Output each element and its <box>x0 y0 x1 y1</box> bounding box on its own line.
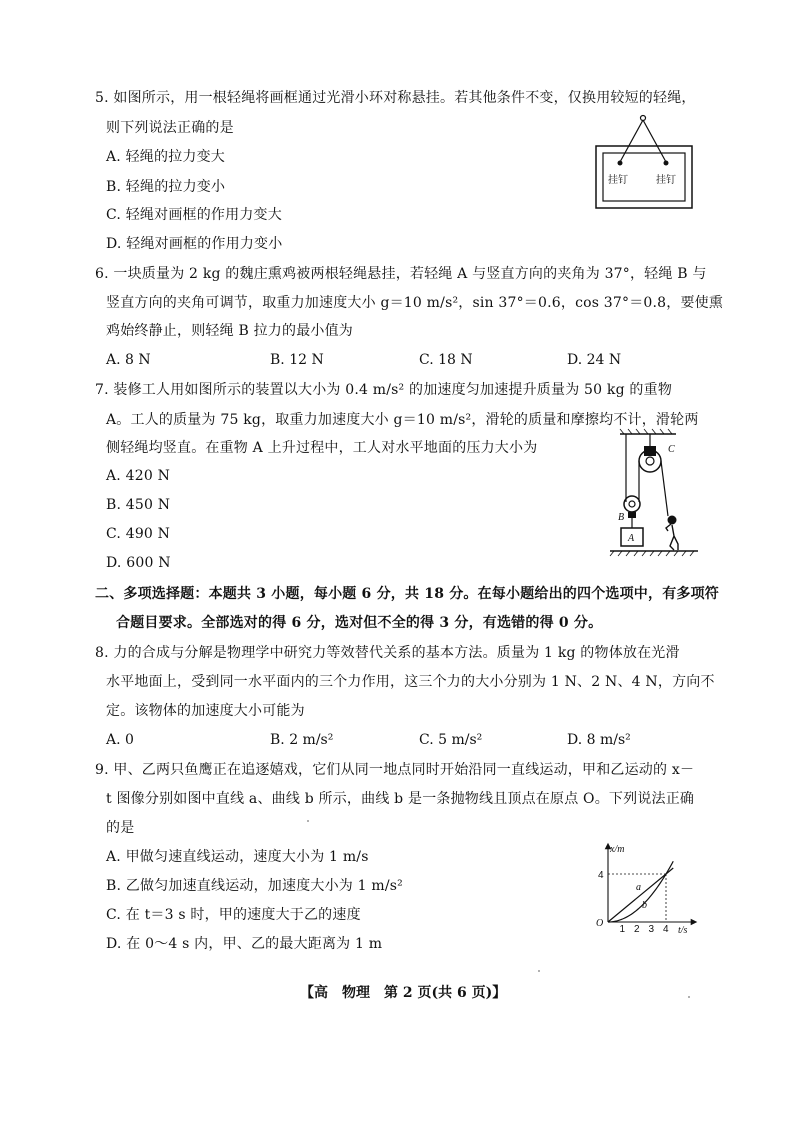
q7-pulley-figure <box>606 428 704 560</box>
nail-left <box>618 161 623 166</box>
label-a: A <box>628 533 635 544</box>
scan-speck <box>307 820 309 822</box>
q6-line-3: 鸡始终静止，则轻绳 B 拉力的最小值为 <box>106 323 353 339</box>
section2-line-1: 二、多项选择题：本题共 3 小题，每小题 6 分，共 18 分。在每小题给出的四个选项中，有多项符 <box>95 586 720 602</box>
q5-frame-figure <box>594 112 696 212</box>
section2-line-2: 合题目要求。全部选对的得 6 分，选对但不全的得 3 分，有选错的得 0 分。 <box>116 615 603 631</box>
label-c: C <box>668 444 675 455</box>
q9-line-2: t 图像分别如图中直线 a、曲线 b 所示，曲线 b 是一条抛物线且顶点在原点 O。下列说法正确 <box>106 791 695 807</box>
q9-option-c: C. 在 t＝3 s 时，甲的速度大于乙的速度 <box>106 907 361 923</box>
q5-line-1: 5. 如图所示，用一根轻绳将画框通过光滑小环对称悬挂。若其他条件不变，仅换用较短的轻绳， <box>95 90 696 106</box>
label-b: B <box>618 512 625 523</box>
nail-left-label: 挂钉 <box>608 175 628 186</box>
x-tick-1: 1 <box>619 924 626 934</box>
q6-option-b: B. 12 N <box>270 352 324 368</box>
q8-option-a: A. 0 <box>106 732 134 748</box>
scan-speck <box>688 996 690 998</box>
q8-line-2: 水平地面上，受到同一水平面内的三个力作用，这三个力的大小分别为 1 N、2 N、4 N，方向不 <box>106 674 715 690</box>
q9-line-1: 9. 甲、乙两只鱼鹰正在追逐嬉戏，它们从同一地点同时开始沿同一直线运动，甲和乙运动的 x－ <box>95 762 695 778</box>
q5-option-c: C. 轻绳对画框的作用力变大 <box>106 207 282 223</box>
q6-option-a: A. 8 N <box>106 352 151 368</box>
q8-option-d: D. 8 m/s² <box>567 732 631 748</box>
q5-option-b: B. 轻绳的拉力变小 <box>106 179 226 195</box>
q7-option-d: D. 600 N <box>106 555 171 571</box>
q9-option-a: A. 甲做匀速直线运动，速度大小为 1 m/s <box>106 849 369 865</box>
q7-line-3: 侧轻绳均竖直。在重物 A 上升过程中，工人对水平地面的压力大小为 <box>106 440 538 456</box>
q8-option-b: B. 2 m/s² <box>270 732 334 748</box>
x-tick-3: 3 <box>648 924 655 934</box>
q5-option-a: A. 轻绳的拉力变大 <box>106 149 226 165</box>
q9-option-b: B. 乙做匀加速直线运动，加速度大小为 1 m/s² <box>106 878 403 894</box>
ring <box>641 116 646 121</box>
q5-line-2: 则下列说法正确的是 <box>106 120 234 136</box>
page-footer: 【高 物理 第 2 页(共 6 页)】 <box>300 985 507 1001</box>
q8-line-1: 8. 力的合成与分解是物理学中研究力等效替代关系的基本方法。质量为 1 kg 的物体放在光滑 <box>95 645 680 661</box>
q7-line-1: 7. 装修工人用如图所示的装置以大小为 0.4 m/s² 的加速度匀加速提升质量为 50 kg 的重物 <box>95 382 673 398</box>
rope-left <box>620 120 643 162</box>
line-a <box>608 868 673 922</box>
q6-line-2: 竖直方向的夹角可调节，取重力加速度大小 g＝10 m/s²，sin 37°＝0.6，cos 37°＝0.8，要使熏 <box>106 295 724 311</box>
q9-xt-graph <box>590 838 700 934</box>
q8-line-3: 定。该物体的加速度大小可能为 <box>106 703 305 719</box>
q9-option-d: D. 在 0～4 s 内，甲、乙的最大距离为 1 m <box>106 936 383 952</box>
nail-right <box>664 161 669 166</box>
x-tick-2: 2 <box>634 924 640 934</box>
q7-line-2: A。工人的质量为 75 kg，取重力加速度大小 g＝10 m/s²，滑轮的质量和摩擦均不计，滑轮两 <box>106 412 699 428</box>
q6-option-c: C. 18 N <box>419 352 473 368</box>
x-axis-label: t/s <box>678 925 688 934</box>
nail-right-label: 挂钉 <box>656 175 676 186</box>
y-tick-4: 4 <box>598 870 604 881</box>
worker-head <box>668 516 677 525</box>
curve-b-label: b <box>642 900 647 911</box>
q6-option-d: D. 24 N <box>567 352 622 368</box>
pulley-b <box>624 496 640 512</box>
q8-option-c: C. 5 m/s² <box>419 732 483 748</box>
q7-option-c: C. 490 N <box>106 526 171 542</box>
scan-speck <box>538 970 540 972</box>
rope-right <box>643 120 666 162</box>
origin-label: O <box>596 918 604 929</box>
x-tick-4: 4 <box>663 924 669 934</box>
worker-body <box>666 524 678 550</box>
line-a-label: a <box>636 882 641 893</box>
q9-line-3: 的是 <box>106 820 135 836</box>
q6-line-1: 6. 一块质量为 2 kg 的魏庄熏鸡被两根轻绳悬挂，若轻绳 A 与竖直方向的夹角为 37°，轻绳 B 与 <box>95 266 707 282</box>
y-axis-label: x/m <box>610 844 625 855</box>
q5-option-d: D. 轻绳对画框的作用力变小 <box>106 236 283 252</box>
q7-option-a: A. 420 N <box>106 468 171 484</box>
q7-option-b: B. 450 N <box>106 497 171 513</box>
